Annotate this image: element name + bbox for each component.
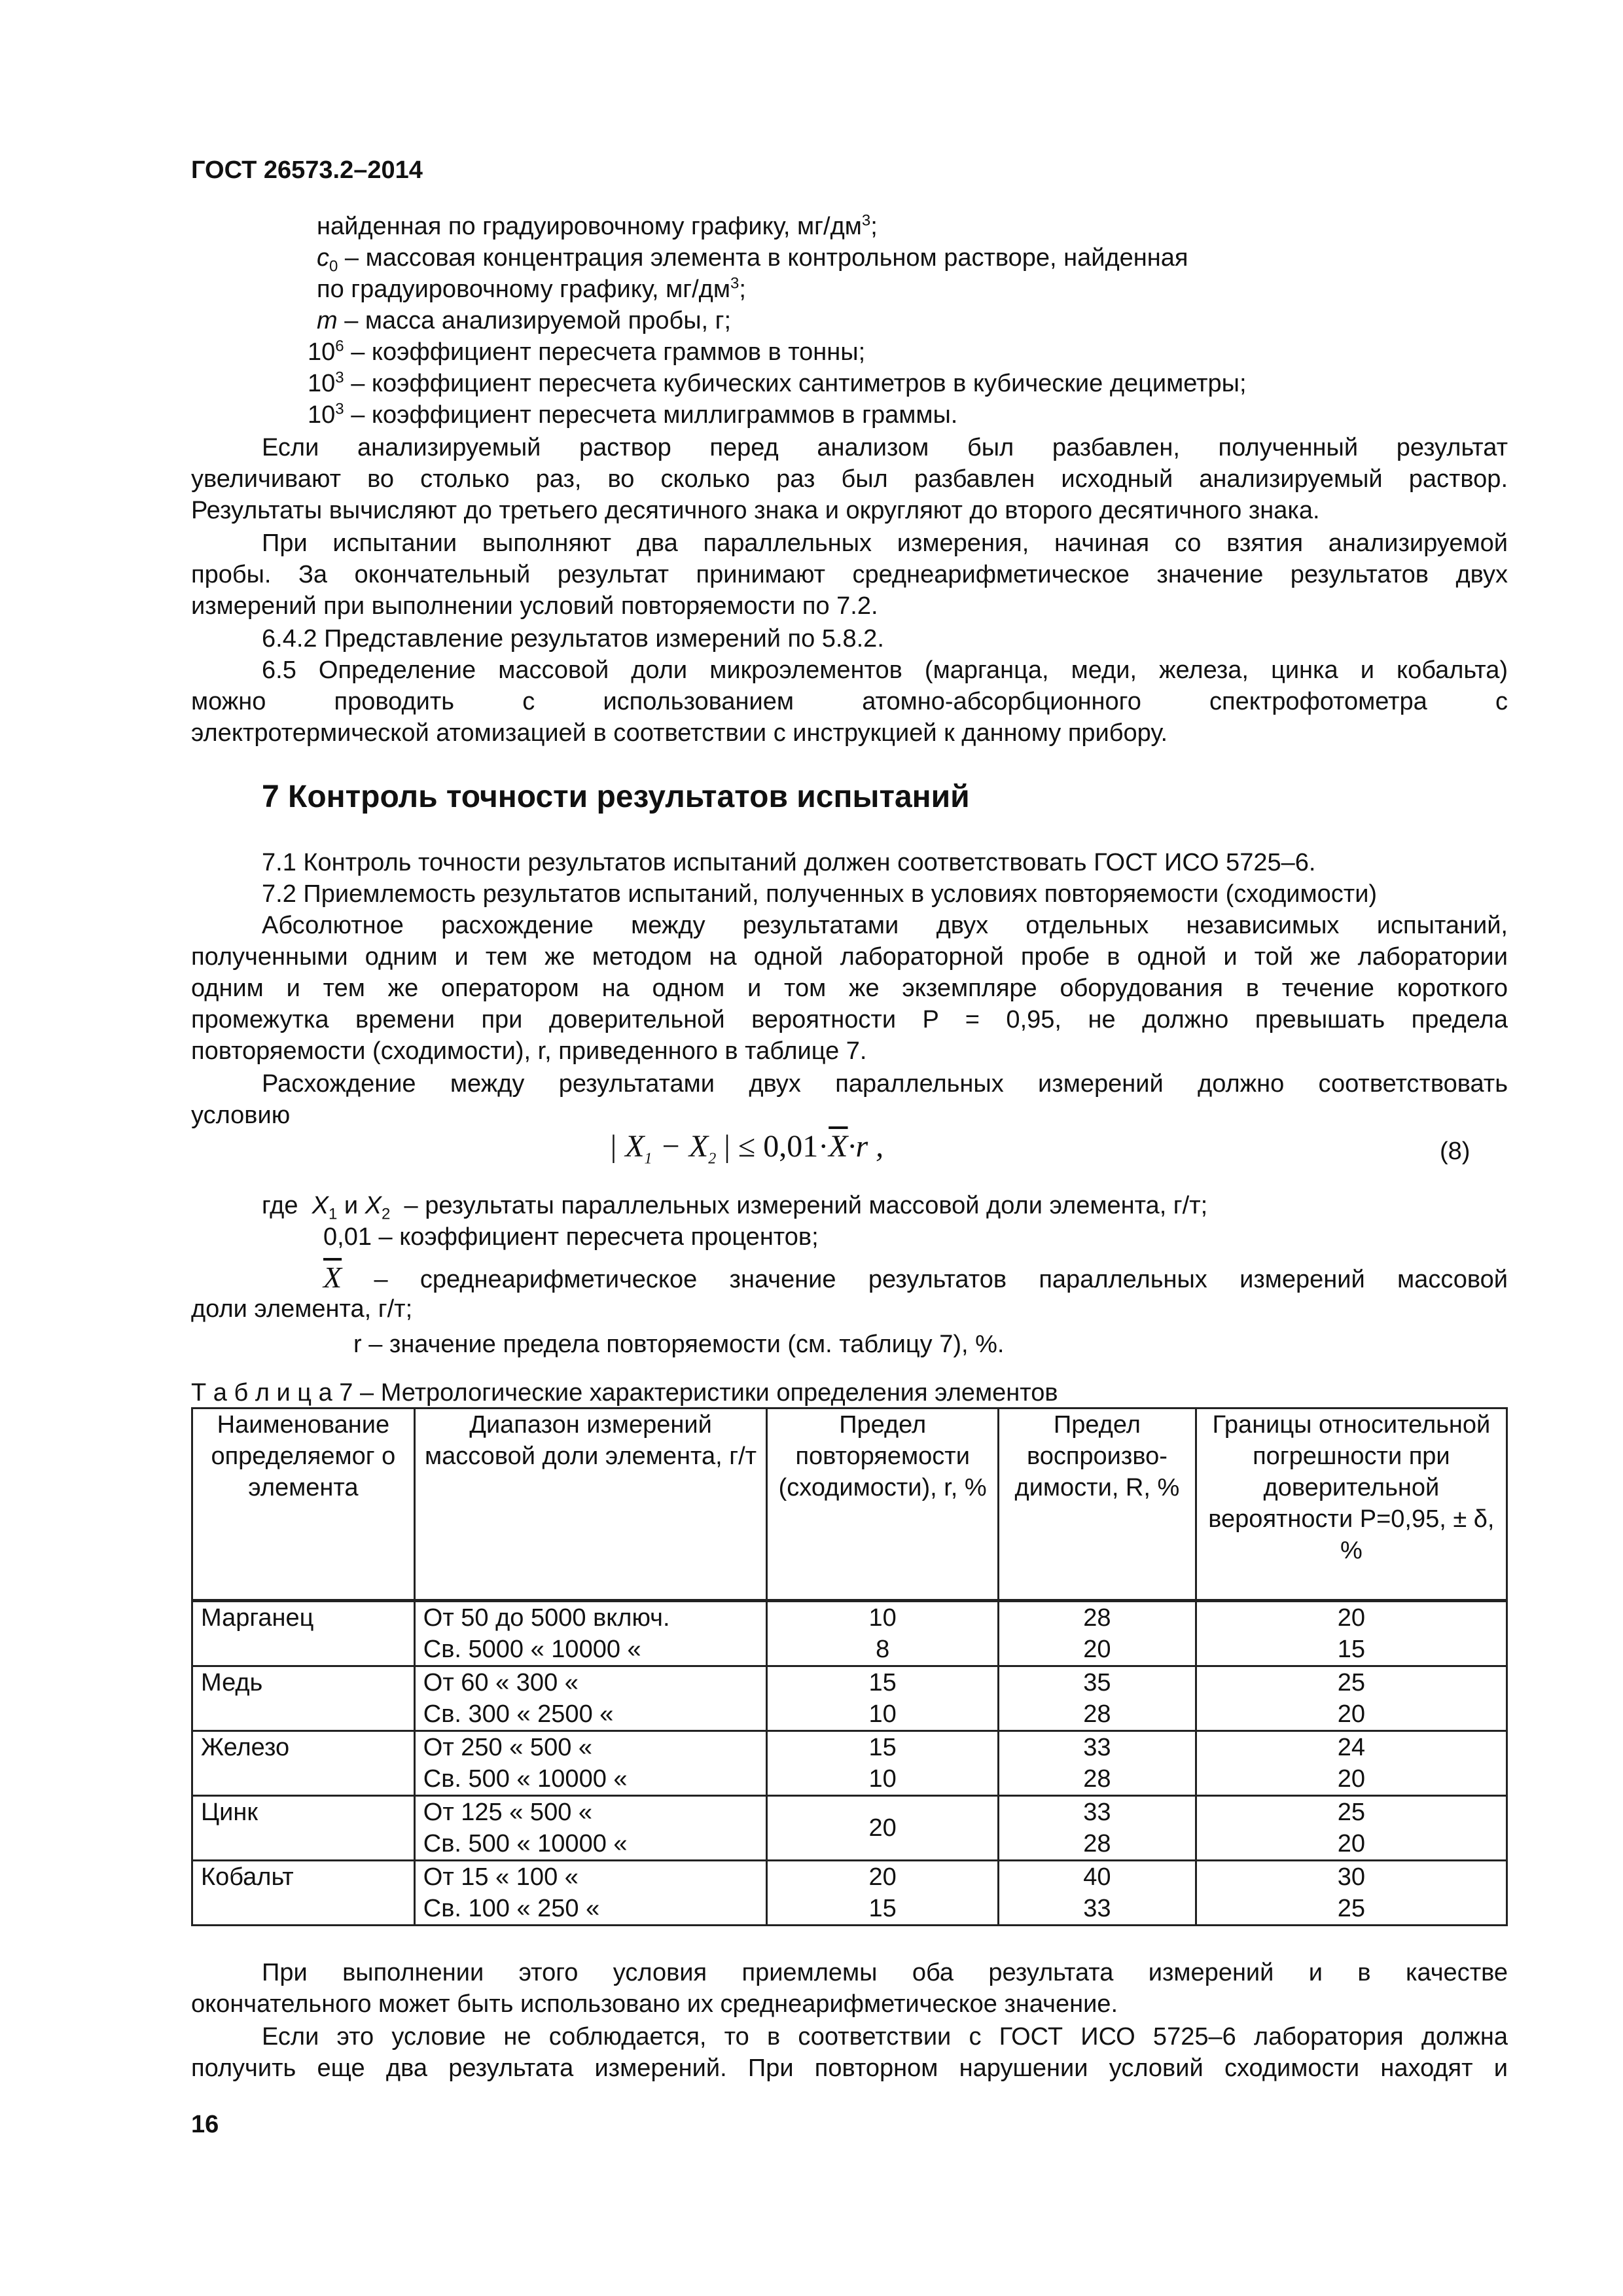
table-header-cell: Границы относительной погрешности при доверительной вероятности P=0,95, ± δ, % <box>1196 1408 1507 1601</box>
table-header-cell: Предел повторяемости (сходимости), r, % <box>767 1408 999 1601</box>
value: 33 <box>1083 1895 1111 1922</box>
range-line: Св. 100 « 250 « <box>423 1895 600 1922</box>
value: 10 <box>868 1765 897 1793</box>
paragraph-line: 6.4.2 Представление результатов измерений по 5.8.2. <box>262 625 884 653</box>
value: 33 <box>1083 1799 1111 1826</box>
element-cell: Железо <box>192 1731 415 1796</box>
definition-line <box>317 211 878 242</box>
range-line: Св. 300 « 2500 « <box>423 1700 614 1728</box>
symbol-m: m <box>317 307 338 334</box>
table-row <box>192 1666 1507 1731</box>
table-header-cell: Наименование определяемог о элемента <box>192 1408 415 1601</box>
table-row <box>192 1796 1507 1861</box>
definition-text: – коэффициент пересчета кубических сантиметров в кубические дециметры; <box>351 370 1247 397</box>
error-bounds-cell <box>1196 1731 1507 1796</box>
number: 10 <box>308 370 336 397</box>
value: 10 <box>868 1604 897 1632</box>
range-cell <box>414 1666 767 1731</box>
error-bounds-cell <box>1196 1666 1507 1731</box>
paragraph-line: пробы. За окончательный результат принимают среднеарифметическое значение результатов двух <box>191 561 1508 588</box>
range-line: От 15 « 100 « <box>423 1863 579 1891</box>
value: 25 <box>1337 1895 1366 1922</box>
repeatability-cell <box>767 1731 999 1796</box>
value: 25 <box>1337 1669 1366 1696</box>
definition-line <box>317 274 746 305</box>
reproducibility-cell <box>999 1601 1196 1666</box>
value: 20 <box>1337 1700 1366 1728</box>
superscript: 3 <box>335 368 344 387</box>
where-line: доли элемента, г/т; <box>191 1295 413 1323</box>
element-cell: Марганец <box>192 1601 415 1666</box>
reproducibility-cell <box>999 1666 1196 1731</box>
range-line: Св. 500 « 10000 « <box>423 1765 628 1793</box>
definition-line <box>308 336 865 368</box>
punctuation: ; <box>739 276 746 303</box>
value: 20 <box>1337 1604 1366 1632</box>
superscript: 3 <box>335 400 344 418</box>
paragraph-line: повторяемости (сходимости), r, приведенного в таблице 7. <box>191 1037 867 1065</box>
value: 15 <box>1337 1636 1366 1663</box>
table-row <box>192 1731 1507 1796</box>
table-row <box>192 1601 1507 1666</box>
range-line: От 125 « 500 « <box>423 1799 593 1826</box>
range-line: Св. 500 « 10000 « <box>423 1830 628 1857</box>
table-header-cell: Предел воспроизво-димости, R, % <box>999 1408 1196 1601</box>
paragraph-line: увеличивают во столько раз, во сколько раз был разбавлен исходный анализируемый раствор. <box>191 465 1508 493</box>
repeatability-cell <box>767 1666 999 1731</box>
reproducibility-cell <box>999 1796 1196 1861</box>
definition-text: – масса анализируемой пробы, г; <box>344 307 732 334</box>
where-lead: где <box>262 1192 298 1219</box>
symbol-xbar: $\overline{X}$ <box>323 1261 342 1294</box>
paragraph-line: 7.2 Приемлемость результатов испытаний, полученных в условиях повторяемости (сходимости) <box>262 880 1378 908</box>
definition-text: – коэффициент пересчета миллиграммов в граммы. <box>351 401 958 429</box>
paragraph-line: электротермической атомизацией в соответствии с инструкцией к данному прибору. <box>191 719 1168 747</box>
value: 8 <box>876 1636 890 1663</box>
where-text: – среднеарифметическое значение результатов параллельных измерений массовой <box>374 1266 1508 1293</box>
value: 15 <box>868 1895 897 1922</box>
definition-text: по градуировочному графику, мг/дм <box>317 276 730 303</box>
value: 10 <box>868 1700 897 1728</box>
number: 10 <box>308 401 336 429</box>
reproducibility-cell <box>999 1861 1196 1926</box>
symbol-c0: c <box>317 244 329 272</box>
table-header-cell: Диапазон измерений массовой доли элемента, г/т <box>414 1408 767 1601</box>
superscript: 3 <box>861 211 871 230</box>
value: 28 <box>1083 1700 1111 1728</box>
value: 20 <box>1083 1636 1111 1663</box>
value: 33 <box>1083 1734 1111 1761</box>
range-cell <box>414 1601 767 1666</box>
formula-mean: $\overline{X}$ <box>829 1129 848 1164</box>
value: 24 <box>1337 1734 1366 1761</box>
formula-number: (8) <box>1440 1138 1471 1165</box>
definition-line <box>308 368 1247 399</box>
where-line: 0,01 – коэффициент пересчета процентов; <box>323 1223 819 1251</box>
value: 35 <box>1083 1669 1111 1696</box>
value: 28 <box>1083 1765 1111 1793</box>
conjunction: и <box>344 1192 359 1219</box>
repeatability-cell <box>767 1861 999 1926</box>
reproducibility-cell <box>999 1731 1196 1796</box>
range-line: Св. 5000 « 10000 « <box>423 1636 641 1663</box>
element-cell: Цинк <box>192 1796 415 1861</box>
paragraph-line: Результаты вычисляют до третьего десятичного знака и округляют до второго десятичного знака. <box>191 497 1320 524</box>
metrology-table <box>191 1407 1508 1926</box>
paragraph-line: Расхождение между результатами двух параллельных измерений должно соответствовать <box>262 1070 1508 1098</box>
error-bounds-cell <box>1196 1601 1507 1666</box>
value: 15 <box>868 1669 897 1696</box>
paragraph-line: измерений при выполнении условий повторяемости по 7.2. <box>191 592 878 620</box>
value: 28 <box>1083 1604 1111 1632</box>
subscript: 1 <box>328 1205 338 1223</box>
formula-part: ·r , <box>847 1129 884 1164</box>
repeatability-cell <box>767 1601 999 1666</box>
table-row <box>192 1861 1507 1926</box>
value: 28 <box>1083 1830 1111 1857</box>
paragraph-line: 6.5 Определение массовой доли микроэлементов (марганца, меди, железа, цинка и кобальта) <box>262 656 1508 684</box>
where-text: – результаты параллельных измерений массовой доли элемента, г/т; <box>404 1192 1208 1219</box>
paragraph-line: Если это условие не соблюдается, то в соответствии с ГОСТ ИСО 5725–6 лаборатория должна <box>262 2023 1508 2051</box>
page-number: 16 <box>191 2111 219 2138</box>
value: 20 <box>1337 1765 1366 1793</box>
formula-part: | ≤ 0,01· <box>716 1129 829 1164</box>
value: 20 <box>1337 1830 1366 1857</box>
value: 20 <box>868 1814 897 1842</box>
symbol-x2: X <box>365 1192 382 1219</box>
definition-text: – массовая концентрация элемента в контрольном растворе, найденная <box>344 244 1188 272</box>
number: 10 <box>308 338 336 366</box>
symbol-x1: X <box>312 1192 329 1219</box>
paragraph-line: одним и тем же оператором на одном и том же экземпляре оборудования в течение короткого <box>191 975 1508 1002</box>
range-line: От 60 « 300 « <box>423 1669 579 1696</box>
subscript: 1 <box>644 1150 652 1168</box>
table-caption: Т а б л и ц а 7 – Метрологические характеристики определения элементов <box>191 1379 1058 1407</box>
superscript: 6 <box>335 337 344 355</box>
paragraph-line: можно проводить с использованием атомно-абсорбционного спектрофотометра с <box>191 688 1508 715</box>
value: 40 <box>1083 1863 1111 1891</box>
paragraph-line: промежутка времени при доверительной вероятности P = 0,95, не должно превышать предела <box>191 1006 1508 1033</box>
value: 30 <box>1337 1863 1366 1891</box>
error-bounds-cell <box>1196 1861 1507 1926</box>
range-cell <box>414 1796 767 1861</box>
paragraph-line: окончательного может быть использовано их среднеарифметическое значение. <box>191 1990 1118 2018</box>
definition-line <box>317 242 1188 274</box>
superscript: 3 <box>730 274 740 293</box>
where-line: r – значение предела повторяемости (см. таблицу 7), %. <box>353 1331 1005 1358</box>
subscript: 2 <box>708 1150 717 1168</box>
range-cell <box>414 1731 767 1796</box>
section-title: 7 Контроль точности результатов испытаний <box>262 780 970 814</box>
where-line <box>262 1190 1207 1221</box>
element-cell: Медь <box>192 1666 415 1731</box>
formula-8 <box>609 1129 884 1168</box>
value: 20 <box>868 1863 897 1891</box>
definition-line <box>308 399 957 431</box>
document-code: ГОСТ 26573.2–2014 <box>191 156 423 184</box>
paragraph-line: Абсолютное расхождение между результатами двух отдельных независимых испытаний, <box>262 912 1508 939</box>
subscript: 0 <box>329 257 338 276</box>
value: 25 <box>1337 1799 1366 1826</box>
range-line: От 50 до 5000 включ. <box>423 1604 670 1632</box>
where-line <box>323 1262 1508 1295</box>
value: 15 <box>868 1734 897 1761</box>
table-header-row <box>192 1408 1507 1601</box>
element-cell: Кобальт <box>192 1861 415 1926</box>
definition-text: – коэффициент пересчета граммов в тонны; <box>351 338 866 366</box>
punctuation: ; <box>870 213 878 240</box>
definition-text: найденная по градуировочному графику, мг/дм <box>317 213 862 240</box>
error-bounds-cell <box>1196 1796 1507 1861</box>
paragraph-line: условию <box>191 1102 291 1129</box>
subscript: 2 <box>382 1205 391 1223</box>
paragraph-line: При испытании выполняют два параллельных измерения, начиная со взятия анализируемой <box>262 529 1508 557</box>
definition-line <box>317 305 731 336</box>
range-line: От 250 « 500 « <box>423 1734 593 1761</box>
range-cell <box>414 1861 767 1926</box>
paragraph-line: 7.1 Контроль точности результатов испытаний должен соответствовать ГОСТ ИСО 5725–6. <box>262 849 1316 876</box>
paragraph-line: получить еще два результата измерений. При повторном нарушении условий сходимости находят и <box>191 2054 1508 2082</box>
paragraph-line: При выполнении этого условия приемлемы оба результата измерений и в качестве <box>262 1959 1508 1986</box>
paragraph-line: полученными одним и тем же методом на одной лабораторной пробе в одной и той же лаборатории <box>191 943 1508 971</box>
paragraph-line: Если анализируемый раствор перед анализом был разбавлен, полученный результат <box>262 434 1508 461</box>
formula-part: | X <box>609 1129 645 1164</box>
formula-part: − X <box>652 1129 709 1164</box>
repeatability-cell <box>767 1796 999 1861</box>
